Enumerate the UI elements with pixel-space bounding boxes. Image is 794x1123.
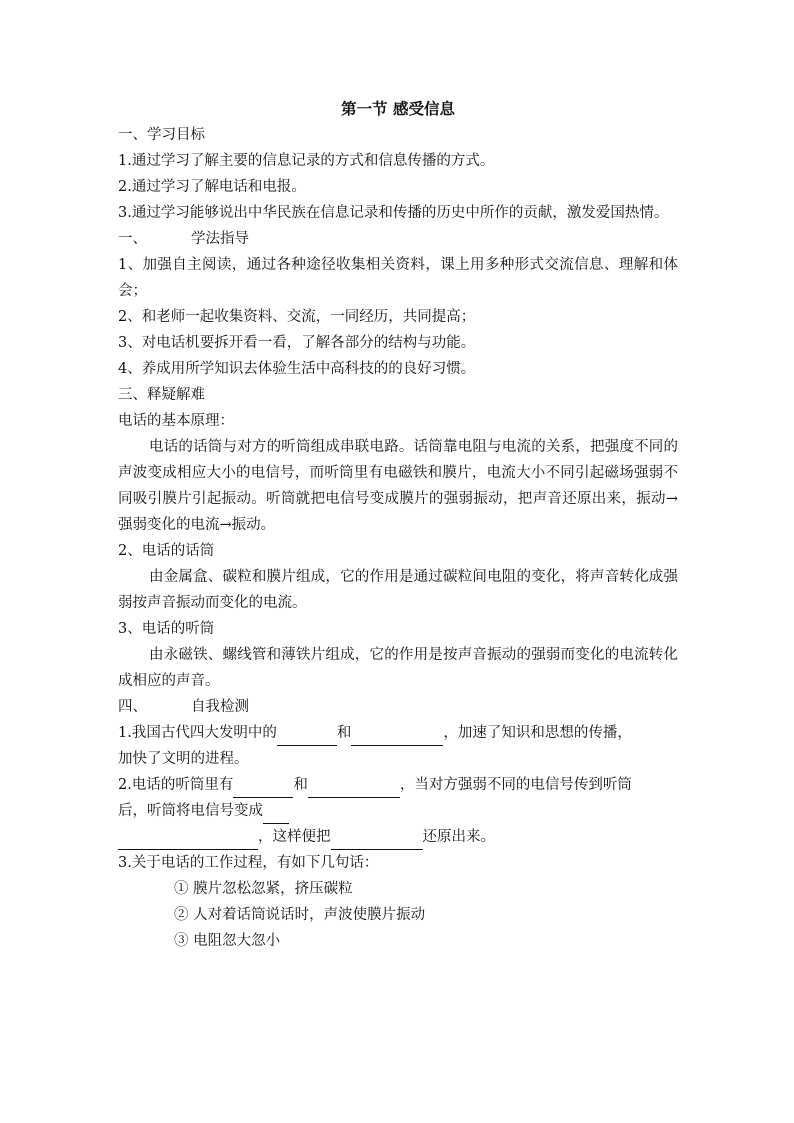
method-item: 3、对电话机要拆开看一看，了解各部分的结构与功能。 [118, 335, 476, 351]
section-heading-methods [118, 226, 678, 252]
section-heading-explain: 三、释疑解难 [118, 387, 205, 403]
option-item: ③ 电阻忽大忽小 [174, 933, 281, 949]
answer-blank[interactable] [233, 779, 293, 798]
question-1-continued: 加快了文明的进程。 [118, 751, 249, 767]
question-2 [118, 772, 678, 798]
section-number: 四、 [118, 699, 147, 715]
answer-blank[interactable] [118, 831, 258, 850]
question-text: 和 [293, 777, 308, 793]
section-heading-selftest [118, 694, 678, 720]
question-text: 1.我国古代四大发明中的 [118, 725, 277, 741]
question-text: ，加速了知识和思想的传播， [443, 725, 632, 741]
earpiece-paragraph: 由永磁铁、螺线管和薄铁片组成，它的作用是按声音振动的强弱而变化的电流转化成相应的声音。 [118, 647, 678, 689]
method-item: 2、和老师一起收集资料、交流，一同经历，共同提高； [118, 309, 476, 325]
goal-item: 1.通过学习了解主要的信息记录的方式和信息传播的方式。 [118, 153, 495, 169]
answer-blank[interactable] [331, 831, 423, 850]
subheading-mouthpiece: 2、电话的话筒 [118, 543, 215, 559]
question-text: ，这样便把 [258, 829, 331, 845]
option-item: ① 膜片忽松忽紧，挤压碳粒 [174, 881, 353, 897]
answer-blank[interactable] [263, 805, 289, 824]
goal-item: 2.通过学习了解电话和电报。 [118, 179, 306, 195]
question-text: 后，听筒将电信号变成 [118, 803, 263, 819]
answer-blank[interactable] [308, 779, 400, 798]
answer-blank[interactable] [351, 727, 443, 746]
section-title: 学法指导 [191, 231, 249, 247]
question-1 [118, 720, 678, 746]
section-heading-goals: 一、学习目标 [118, 127, 205, 143]
section-title: 自我检测 [191, 699, 249, 715]
question-text: 2.电话的听筒里有 [118, 777, 234, 793]
method-item: 1、加强自主阅读，通过各种途径收集相关资料，课上用多种形式交流信息、理解和体会； [118, 257, 678, 299]
option-item: ② 人对着话筒说话时，声波使膜片振动 [174, 907, 426, 923]
question-text: 还原出来。 [422, 829, 495, 845]
document-page [118, 96, 678, 954]
subheading-earpiece: 3、电话的听筒 [118, 621, 215, 637]
method-item: 4、养成用所学知识去体验生活中高科技的的良好习惯。 [118, 361, 476, 377]
section-number: 一、 [118, 231, 147, 247]
goal-item: 3.通过学习能够说出中华民族在信息记录和传播的历史中所作的贡献，激发爱国热情。 [118, 205, 669, 221]
subheading-principle: 电话的基本原理： [118, 413, 234, 429]
question-text: 和 [336, 725, 352, 741]
principle-paragraph: 电话的话筒与对方的听筒组成串联电路。话筒靠电阻与电流的关系，把强度不同的声波变成相应大小的电信号，而听筒里有电磁铁和膜片，电流大小不同引起磁场强弱不同吸引膜片引起振动。听筒就把电信号变成膜片的强弱振动，把声音还原出来，振动→强弱变化的电流→振动。 [118, 439, 678, 533]
question-2-continued [118, 824, 678, 850]
answer-blank[interactable] [277, 727, 337, 746]
question-3: 3.关于电话的工作过程，有如下几句话： [118, 855, 379, 871]
question-2-continued [118, 798, 678, 824]
mouthpiece-paragraph: 由金属盒、碳粒和膜片组成，它的作用是通过碳粒间电阻的变化，将声音转化成强弱按声音振动而变化的电流。 [118, 569, 678, 611]
page-title: 第一节 感受信息 [341, 99, 455, 118]
question-text: ，当对方强弱不同的电信号传到听筒 [399, 777, 632, 793]
